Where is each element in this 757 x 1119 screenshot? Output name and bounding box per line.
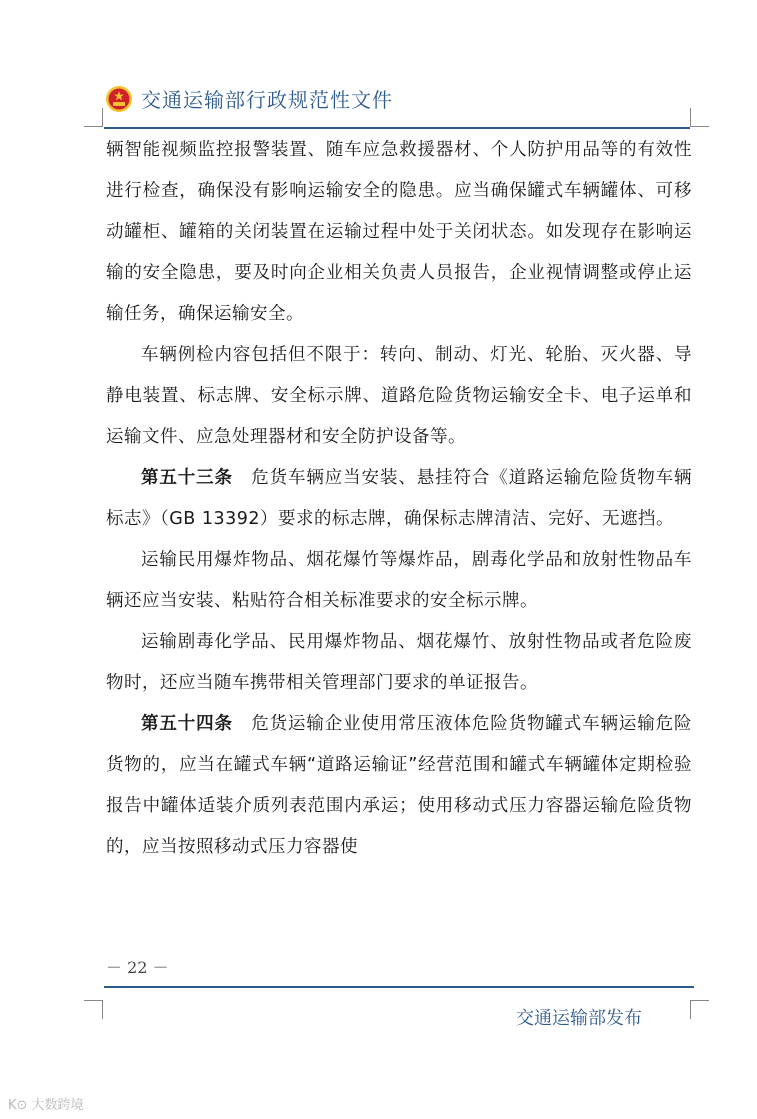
article-53-title: 第五十三条 [141,468,233,488]
publisher-label: 交通运输部发布 [516,1008,642,1029]
article-54-title: 第五十四条 [141,714,233,734]
paragraph-vehicle-check: 辆智能视频监控报警装置、随车应急救援器材、个人防护用品等的有效性进行检查，确保没有影响运输安全的隐患。应当确保罐式车辆罐体、可移动罐柜、罐箱的关闭装置在运输过程中处于关闭状态。如发现存在影响运输的安全隐患，要及时向企业相关负责人员报告，企业视情调整或停止运输任务，确保运输安全。 [106,140,692,324]
paragraph-inspection-items: 车辆例检内容包括但不限于：转向、制动、灯光、轮胎、灭火器、导静电装置、标志牌、安全标示牌、道路危险货物运输安全卡、电子运单和运输文件、应急处理器材和安全防护设备等。 [106,345,692,447]
article-54-text: 危货运输企业使用常压液体危险货物罐式车辆运输危险货物的，应当在罐式车辆“道路运输证”经营范围和罐式车辆罐体定期检验报告中罐体适装介质列表范围内承运；使用移动式压力容器运输危险货物的，应当按照移动式压力容器使 [106,714,693,857]
document-body [106,130,692,868]
footer-divider [104,986,694,988]
paragraph-safety-sign: 运输民用爆炸物品、烟花爆竹等爆炸品，剧毒化学品和放射性物品车辆还应当安装、粘贴符合相关标准要求的安全标示牌。 [106,550,692,611]
header-title: 交通运输部行政规范性文件 [141,88,393,112]
corner-mark-bottom-left [84,1000,103,1019]
document-header [105,84,393,113]
corner-mark-bottom-right [690,1000,709,1019]
article-54 [106,704,692,868]
watermark: K⊙ 大数跨境 [8,1098,84,1113]
article-53-text: 危货车辆应当安装、悬挂符合《道路运输危险货物车辆标志》（GB 13392）要求的标志牌，确保标志牌清洁、完好、无遮挡。 [106,468,693,529]
header-divider [104,127,690,129]
national-emblem-icon [105,85,133,113]
paragraph-documents: 运输剧毒化学品、民用爆炸物品、烟花爆竹、放射性物品或者危险废物时，还应当随车携带相关管理部门要求的单证报告。 [106,632,692,693]
corner-mark-top-right [690,108,709,127]
page-number: － 22 － [106,958,169,977]
article-53 [106,458,692,540]
corner-mark-top-left [84,108,103,127]
